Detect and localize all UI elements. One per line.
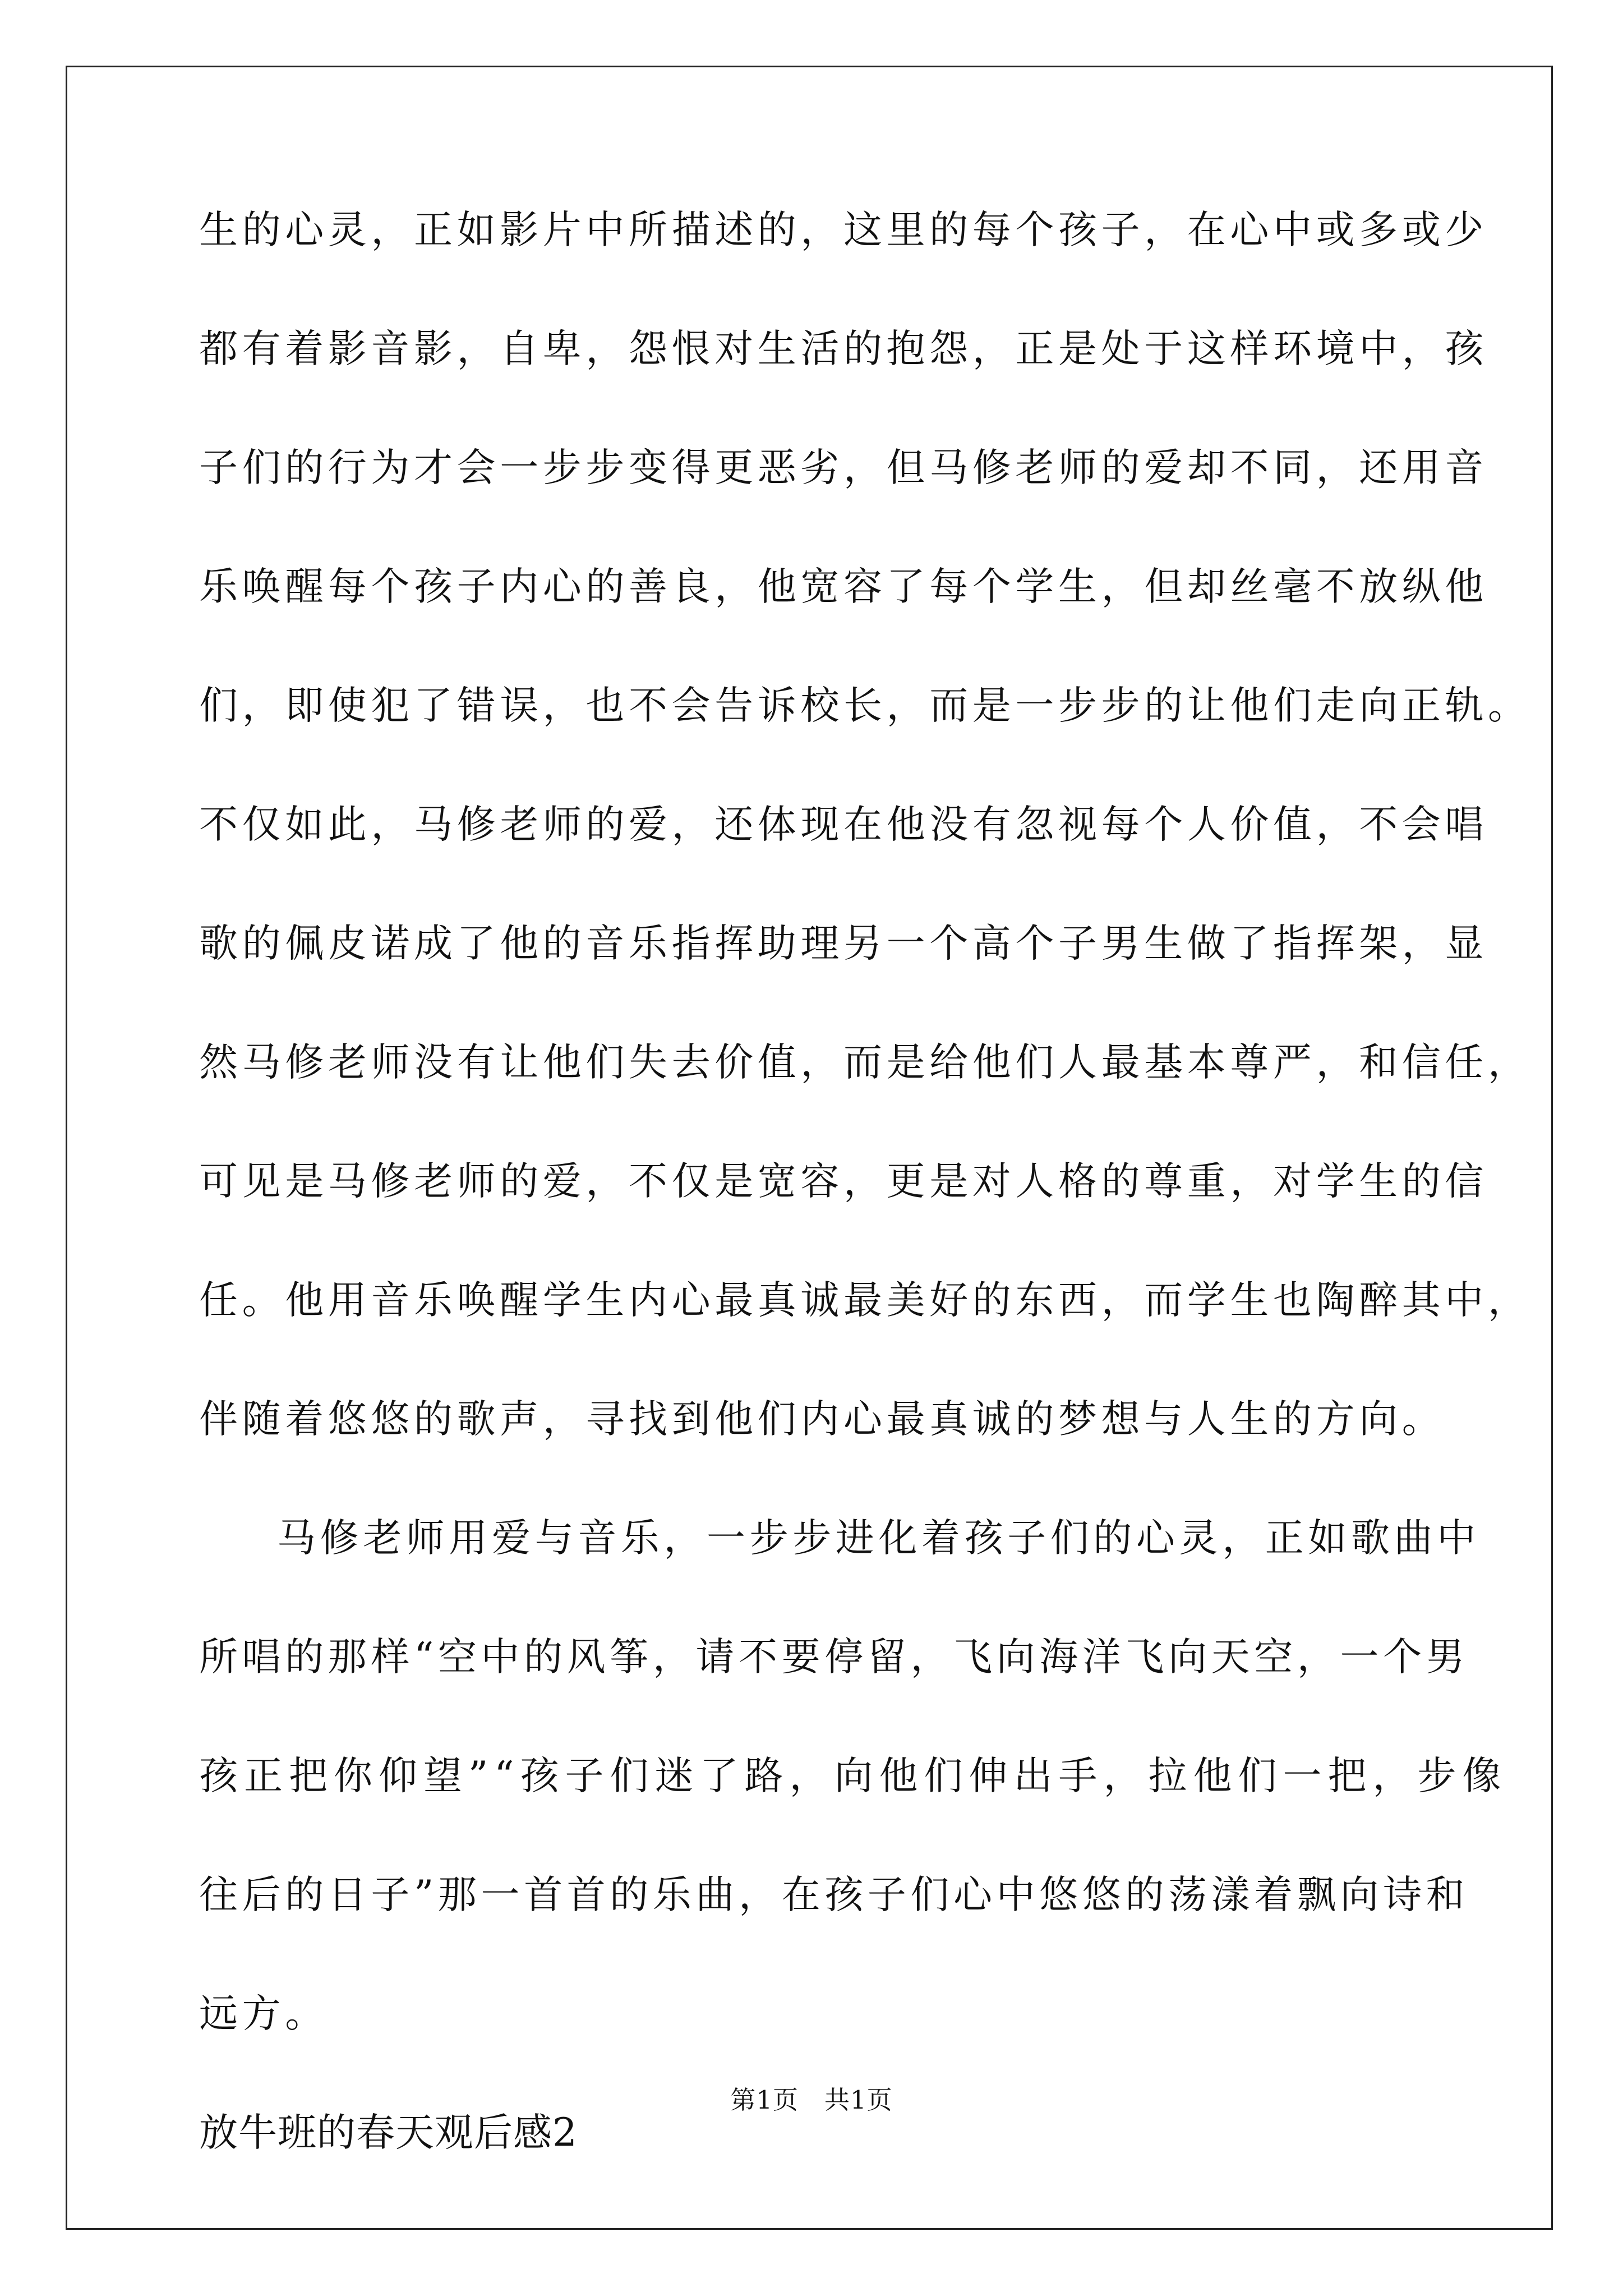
paragraph-line: 生的心灵，正如影片中所描述的，这里的每个孩子，在心中或多或少	[199, 208, 1488, 252]
paragraph-line: 孩正把你仰望”“孩子们迷了路，向他们伸出手，拉他们一把，步像	[199, 1754, 1507, 1798]
paragraph-line: 乐唤醒每个孩子内心的善良，他宽容了每个学生，但却丝毫不放纵他	[199, 564, 1488, 609]
paragraph-line: 所唱的那样“空中的风筝，请不要停留，飞向海洋飞向天空，一个男	[199, 1635, 1469, 1680]
paragraph-line: 歌的佩皮诺成了他的音乐指挥助理另一个高个子男生做了指挥架，显	[199, 921, 1488, 966]
page-number-footer: 第1页 共1页	[730, 2085, 893, 2115]
section-heading: 放牛班的春天观后感2	[199, 2110, 578, 2155]
paragraph-line: 都有着影音影，自卑，怨恨对生活的抱怨，正是处于这样环境中，孩	[199, 326, 1488, 371]
paragraph-line: 任。他用音乐唤醒学生内心最真诚最美好的东西，而学生也陶醉其中，	[199, 1278, 1531, 1323]
document-body	[199, 208, 1531, 2155]
paragraph-line: 往后的日子”那一首首的乐曲，在孩子们心中悠悠的荡漾着飘向诗和	[199, 1872, 1469, 1917]
paragraph-line: 然马修老师没有让他们失去价值，而是给他们人最基本尊严，和信任，	[199, 1040, 1531, 1085]
paragraph-line: 可见是马修老师的爱，不仅是宽容，更是对人格的尊重，对学生的信	[199, 1159, 1488, 1204]
paragraph-line: 子们的行为才会一步步变得更恶劣，但马修老师的爱却不同，还用音	[199, 445, 1488, 490]
paragraph-line: 们，即使犯了错误，也不会告诉校长，而是一步步的让他们走向正轨。	[199, 683, 1531, 728]
paragraph-line: 不仅如此，马修老师的爱，还体现在他没有忽视每个人价值，不会唱	[199, 802, 1488, 847]
paragraph-line: 远方。	[199, 1991, 328, 2036]
paragraph-line: 马修老师用爱与音乐，一步步进化着孩子们的心灵，正如歌曲中	[277, 1516, 1480, 1561]
paragraph-line: 伴随着悠悠的歌声，寻找到他们内心最真诚的梦想与人生的方向。	[199, 1397, 1445, 1442]
